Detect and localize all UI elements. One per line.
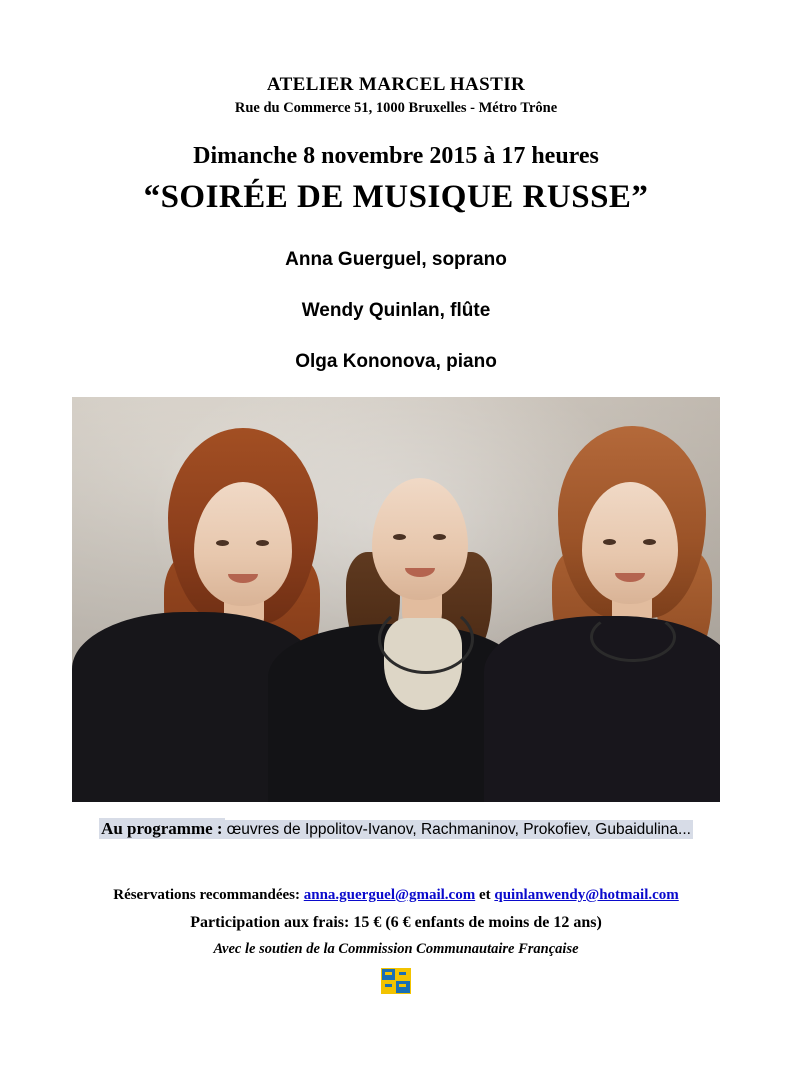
eye-left — [393, 534, 406, 540]
performer-flute: Wendy Quinlan, flûte — [301, 299, 491, 321]
cocof-logo — [381, 968, 411, 994]
mouth — [228, 574, 258, 583]
programme-label: Au programme : — [101, 818, 223, 838]
email-join: et — [478, 886, 491, 903]
eye-right — [643, 539, 656, 545]
performer-piano: Olga Kononova, piano — [295, 350, 497, 372]
concert-date: Dimanche 8 novembre 2015 à 17 heures — [193, 142, 599, 169]
choker — [590, 612, 676, 662]
participation-fee: Participation aux frais: 15 € (6 € enfants de moins de 12 ans) — [190, 913, 602, 931]
eye-left — [603, 539, 616, 545]
reservations-line — [0, 887, 792, 904]
musicians-photo — [72, 397, 720, 802]
support-line: Avec le soutien de la Commission Communautaire Française — [213, 940, 579, 957]
mouth — [615, 573, 645, 582]
performer-soprano: Anna Guerguel, soprano — [285, 248, 507, 270]
mouth — [405, 568, 435, 577]
email-link-quinlan[interactable]: quinlanwendy@hotmail.com — [494, 886, 679, 903]
reservations-label: Réservations recommandées: — [113, 886, 300, 903]
programme-works: œuvres de Ippolitov-Ivanov, Rachmaninov, Prokofiev, Gubaidulina... — [226, 820, 691, 838]
venue-address: Rue du Commerce 51, 1000 Bruxelles - Métro Trône — [234, 99, 558, 116]
concert-title: “SOIRÉE DE MUSIQUE RUSSE” — [143, 178, 649, 215]
eye-right — [433, 534, 446, 540]
necklace — [378, 604, 474, 674]
programme-line — [86, 816, 706, 843]
footer — [0, 887, 792, 994]
eye-left — [216, 540, 229, 546]
venue-name: ATELIER MARCEL HASTIR — [266, 74, 526, 95]
eye-right — [256, 540, 269, 546]
email-link-guerguel[interactable]: anna.guerguel@gmail.com — [303, 886, 476, 903]
